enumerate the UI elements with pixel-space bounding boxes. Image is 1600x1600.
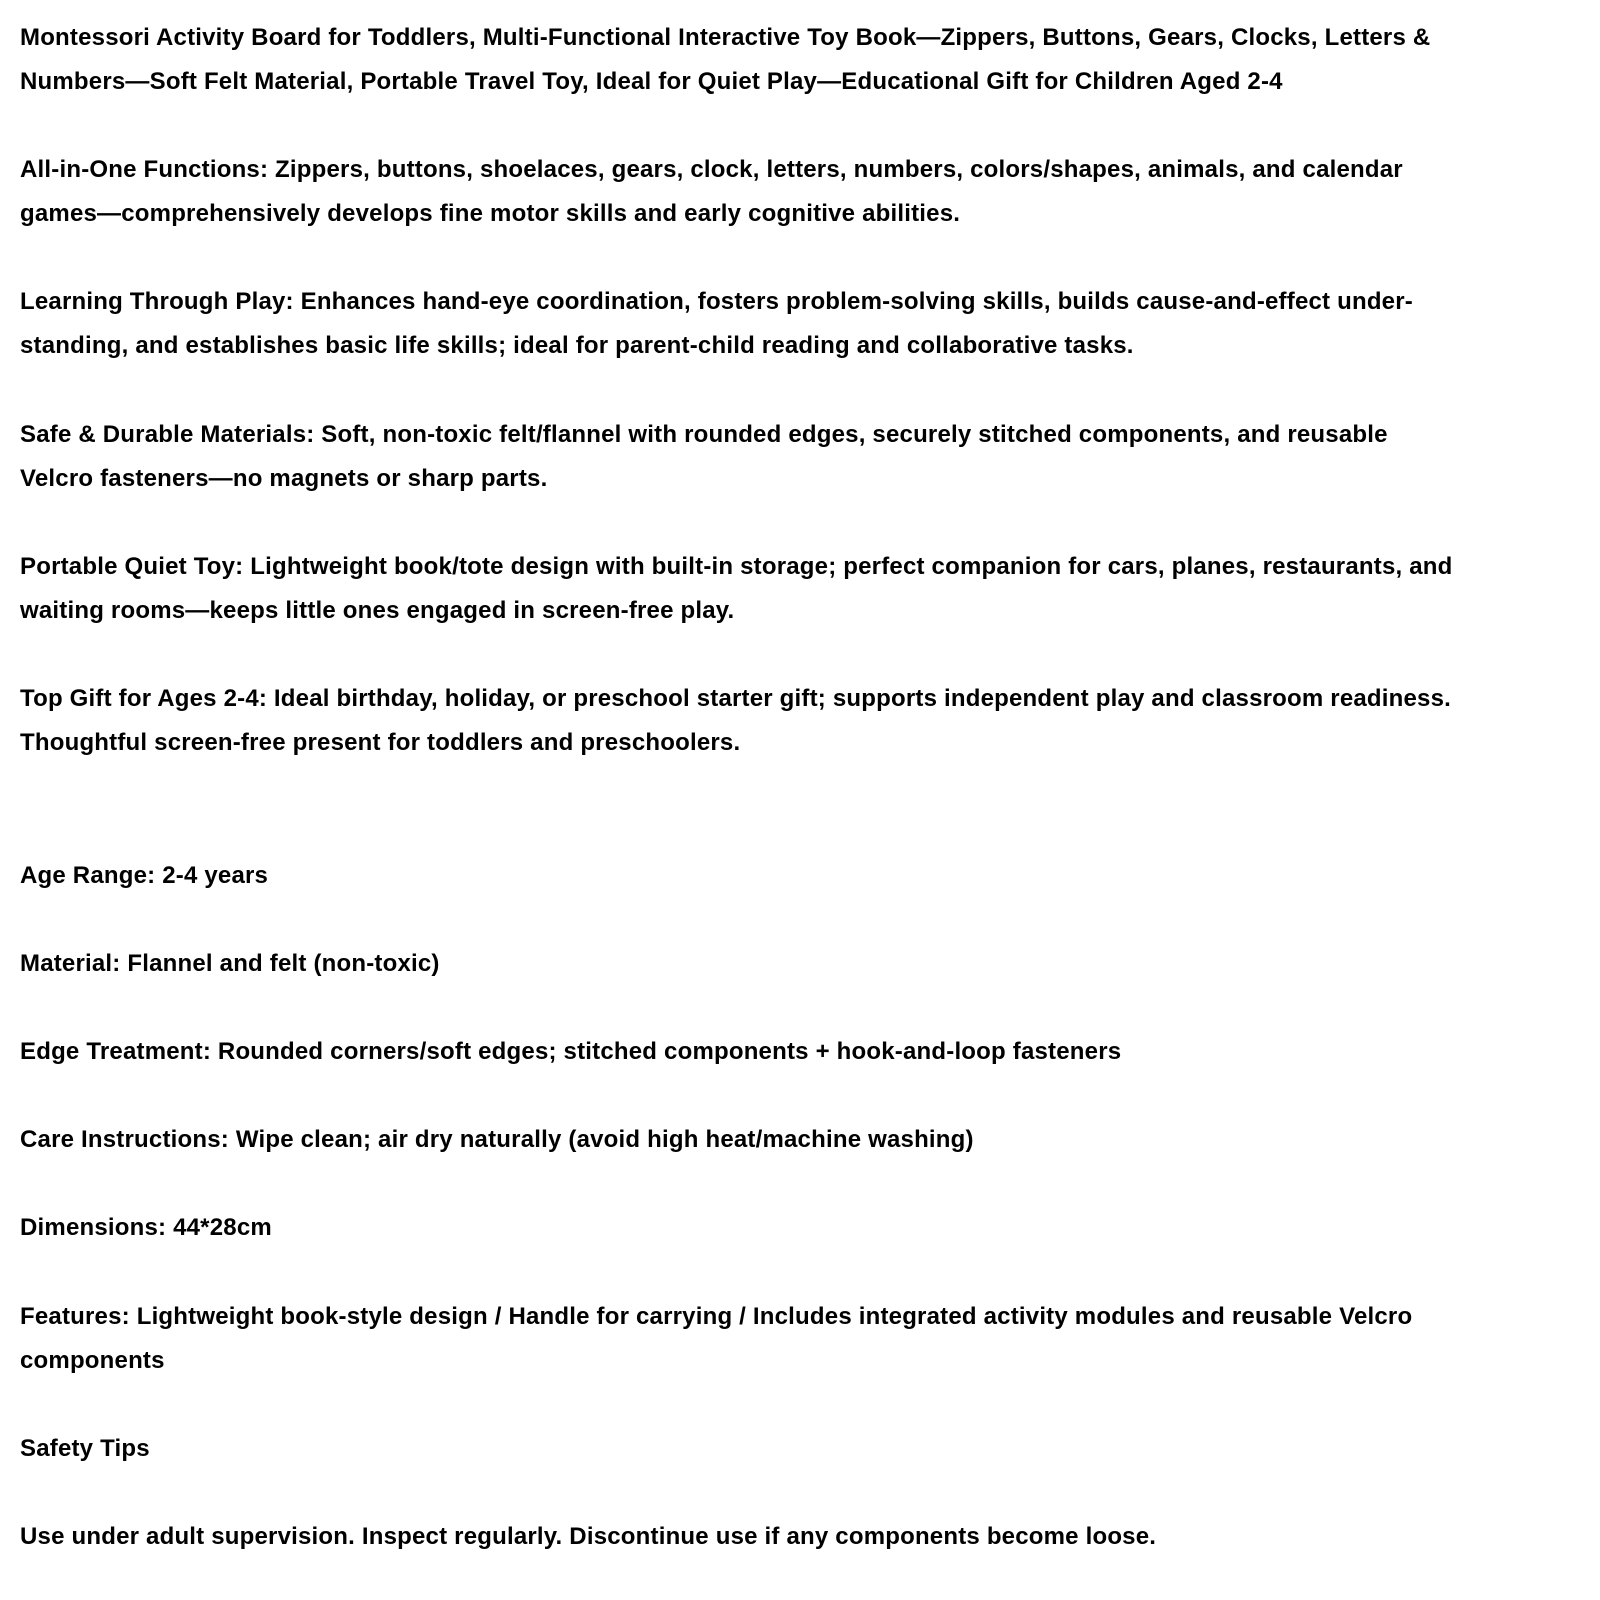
feature-safe-durable-line-1: Safe & Durable Materials: Soft, non-toxic felt/flannel with rounded edges, securely stitched components, and reusable (20, 421, 1388, 448)
safety-tips-text: Use under adult supervision. Inspect regularly. Discontinue use if any components become loose. (20, 1523, 1157, 1550)
product-title-line-1: Montessori Activity Board for Toddlers, Multi-Functional Interactive Toy Book—Zippers, Buttons, Gears, Clocks, Letters & (20, 24, 1431, 51)
product-title-line-2: Numbers—Soft Felt Material, Portable Travel Toy, Ideal for Quiet Play—Educational Gift for Children Aged 2-4 (20, 68, 1283, 95)
feature-learning-through-play-line-1: Learning Through Play: Enhances hand-eye coordination, fosters problem-solving skills, builds cause-and-effect under- (20, 288, 1413, 315)
spec-care-instructions: Care Instructions: Wipe clean; air dry naturally (avoid high heat/machine washing) (20, 1126, 974, 1153)
spec-features-line-1: Features: Lightweight book-style design / Handle for carrying / Includes integrated activity modules and reusable Velcro (20, 1303, 1413, 1330)
feature-learning-through-play-line-2: standing, and establishes basic life skills; ideal for parent-child reading and collaborative tasks. (20, 332, 1134, 359)
feature-all-in-one-line-1: All-in-One Functions: Zippers, buttons, shoelaces, gears, clock, letters, numbers, colors/shapes, animals, and calendar (20, 156, 1403, 183)
feature-portable-quiet-toy-line-2: waiting rooms—keeps little ones engaged in screen-free play. (20, 597, 735, 624)
feature-top-gift-line-1: Top Gift for Ages 2-4: Ideal birthday, holiday, or preschool starter gift; supports independent play and classroom readiness. (20, 685, 1452, 712)
feature-all-in-one-line-2: games—comprehensively develops fine motor skills and early cognitive abilities. (20, 200, 961, 227)
spec-features-line-2: components (20, 1347, 165, 1374)
safety-tips-heading: Safety Tips (20, 1435, 150, 1462)
spec-dimensions: Dimensions: 44*28cm (20, 1214, 272, 1241)
feature-top-gift-line-2: Thoughtful screen-free present for toddlers and preschoolers. (20, 729, 741, 756)
feature-safe-durable-line-2: Velcro fasteners—no magnets or sharp parts. (20, 465, 548, 492)
spec-material: Material: Flannel and felt (non-toxic) (20, 950, 440, 977)
spec-age-range: Age Range: 2-4 years (20, 862, 269, 889)
feature-portable-quiet-toy-line-1: Portable Quiet Toy: Lightweight book/tote design with built-in storage; perfect companion for cars, planes, restaurants, and (20, 553, 1453, 580)
spec-edge-treatment: Edge Treatment: Rounded corners/soft edges; stitched components + hook-and-loop fasteners (20, 1038, 1122, 1065)
